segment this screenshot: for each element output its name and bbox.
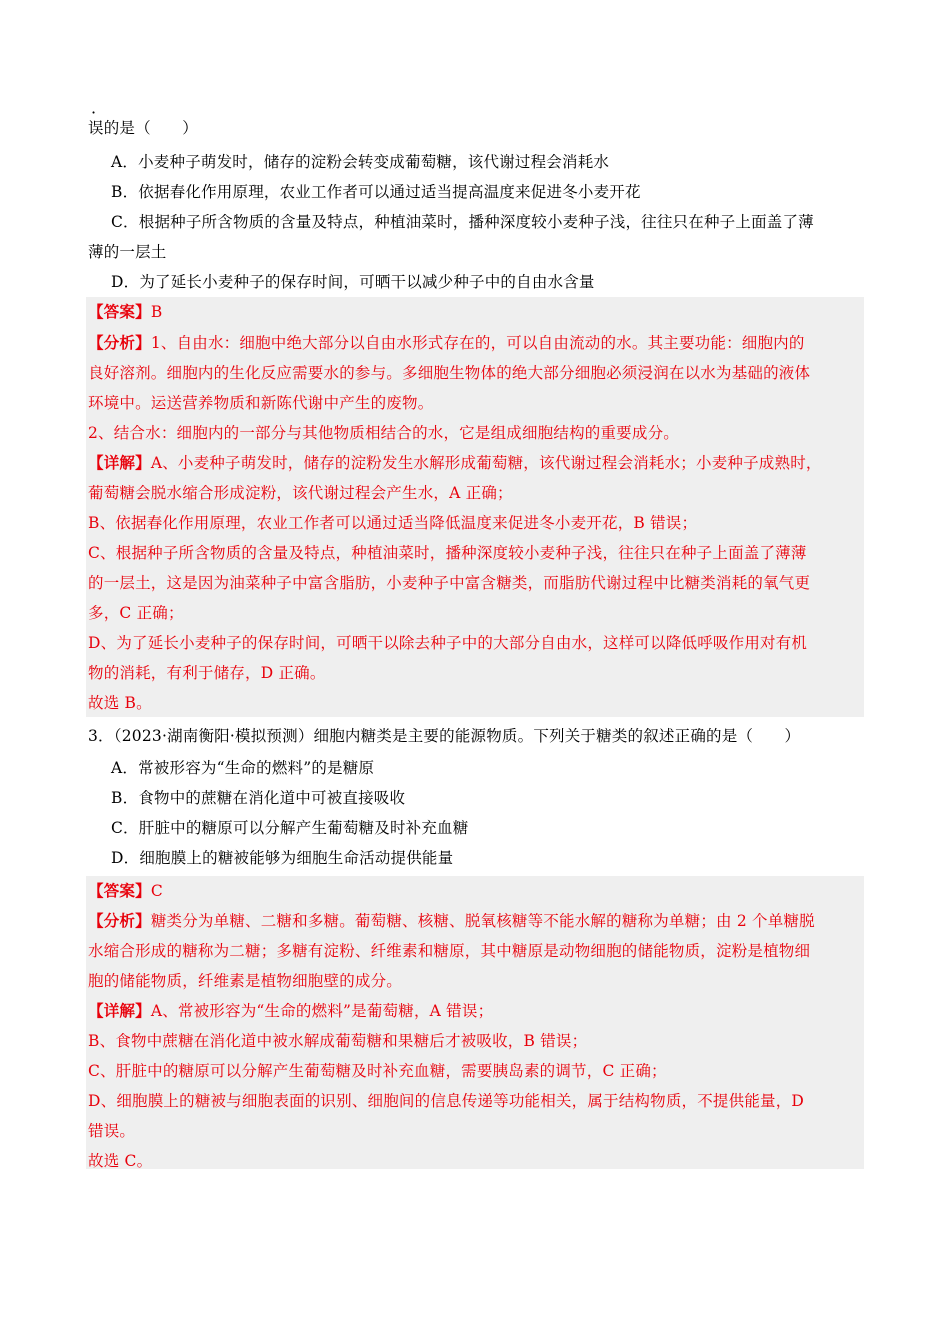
q3-conclusion: 故选 C。	[88, 1152, 153, 1170]
q2-analysis-line: 环境中。运送营养物质和新陈代谢中产生的废物。	[88, 394, 434, 412]
q3-answer	[88, 880, 163, 902]
detail-text: A、常被形容为“生命的燃料”是葡萄糖，A 错误；	[150, 1002, 494, 1020]
q3-option-a: A．常被形容为“生命的燃料”的是糖原	[111, 759, 375, 777]
q2-analysis-line: 2、结合水：细胞内的一部分与其他物质相结合的水，它是组成细胞结构的重要成分。	[88, 424, 679, 442]
detail-tag: 【详解】	[88, 453, 151, 472]
q2-analysis-line	[88, 332, 805, 354]
q2-detail-line: 葡萄糖会脱水缩合形成淀粉，该代谢过程会产生水，A 正确；	[88, 484, 513, 502]
q2-option-b: B．依据春化作用原理，农业工作者可以通过适当提高温度来促进冬小麦开花	[111, 183, 641, 201]
q2-conclusion: 故选 B。	[88, 694, 152, 712]
q3-detail-line: C、肝脏中的糖原可以分解产生葡萄糖及时补充血糖，需要胰岛素的调节，C 正确；	[88, 1062, 667, 1080]
q2-stem-tail: 误的是（ ）	[88, 119, 198, 137]
detail-tag: 【详解】	[88, 1001, 151, 1020]
q2-detail-line: 物的消耗，有利于储存，D 正确。	[88, 664, 326, 682]
q3-analysis-line: 胞的储能物质，纤维素是植物细胞壁的成分。	[88, 972, 403, 990]
q2-detail-line: D、为了延长小麦种子的保存时间，可晒干以除去种子中的大部分自由水，这样可以降低呼吸作用对有机	[88, 634, 808, 652]
q2-analysis-line: 良好溶剂。细胞内的生化反应需要水的参与。多细胞生物体的绝大部分细胞必须浸润在以水为基础的液体	[88, 364, 811, 382]
q2-answer	[88, 301, 162, 323]
q3-stem: 3．（2023·湖南衡阳·模拟预测）细胞内糖类是主要的能源物质。下列关于糖类的叙述正确的是（ ）	[88, 727, 801, 745]
q2-detail-line: B、依据春化作用原理，农业工作者可以通过适当降低温度来促进冬小麦开花，B 错误；	[88, 514, 698, 532]
q3-option-c: C．肝脏中的糖原可以分解产生葡萄糖及时补充血糖	[111, 819, 469, 837]
q3-detail-line: B、食物中蔗糖在消化道中被水解成葡萄糖和果糖后才被吸收，B 错误；	[88, 1032, 588, 1050]
q2-option-a: A．小麦种子萌发时，储存的淀粉会转变成葡萄糖，该代谢过程会消耗水	[111, 153, 610, 171]
answer-tag: 【答案】	[88, 302, 151, 321]
answer-value: C	[150, 882, 163, 900]
q3-option-b: B．食物中的蔗糖在消化道中可被直接吸收	[111, 789, 406, 807]
detail-text: A、小麦种子萌发时，储存的淀粉发生水解形成葡萄糖，该代谢过程会消耗水；小麦种子成熟时，	[150, 454, 822, 472]
analysis-tag: 【分析】	[88, 333, 151, 352]
q2-detail-line: 多，C 正确；	[88, 604, 184, 622]
q2-detail-line: C、根据种子所含物质的含量及特点，种植油菜时，播种深度较小麦种子浅，往往只在种子上面盖了薄薄	[88, 544, 807, 562]
q3-analysis-line	[88, 910, 815, 932]
q2-detail-line	[88, 452, 822, 474]
q2-option-c-cont: 薄的一层土	[88, 243, 167, 261]
q3-detail-line	[88, 1000, 493, 1022]
q2-answer-block	[86, 297, 864, 717]
analysis-tag: 【分析】	[88, 911, 151, 930]
q2-option-c: C．根据种子所含物质的含量及特点，种植油菜时，播种深度较小麦种子浅，往往只在种子上面盖了薄	[111, 213, 814, 231]
answer-tag: 【答案】	[88, 881, 151, 900]
q3-detail-line: D、细胞膜上的糖被与细胞表面的识别、细胞间的信息传递等功能相关，属于结构物质，不提供能量，D	[88, 1092, 805, 1110]
analysis-text: 糖类分为单糖、二糖和多糖。葡萄糖、核糖、脱氧核糖等不能水解的糖称为单糖；由 2 个单糖脱	[150, 912, 815, 930]
q3-analysis-line: 水缩合形成的糖称为二糖；多糖有淀粉、纤维素和糖原，其中糖原是动物细胞的储能物质，淀粉是植物细	[88, 942, 811, 960]
q3-detail-line: 错误。	[88, 1122, 136, 1140]
q3-option-d: D．细胞膜上的糖被能够为细胞生命活动提供能量	[111, 849, 454, 867]
analysis-text: 1、自由水：细胞中绝大部分以自由水形式存在的，可以自由流动的水。其主要功能：细胞内的	[150, 334, 805, 352]
answer-value: B	[150, 303, 163, 321]
stray-dot: ·	[91, 103, 97, 122]
q2-option-d: D．为了延长小麦种子的保存时间，可晒干以减少种子中的自由水含量	[111, 273, 595, 291]
q2-detail-line: 的一层土，这是因为油菜种子中富含脂肪，小麦种子中富含糖类，而脂肪代谢过程中比糖类消耗的氧气更	[88, 574, 811, 592]
